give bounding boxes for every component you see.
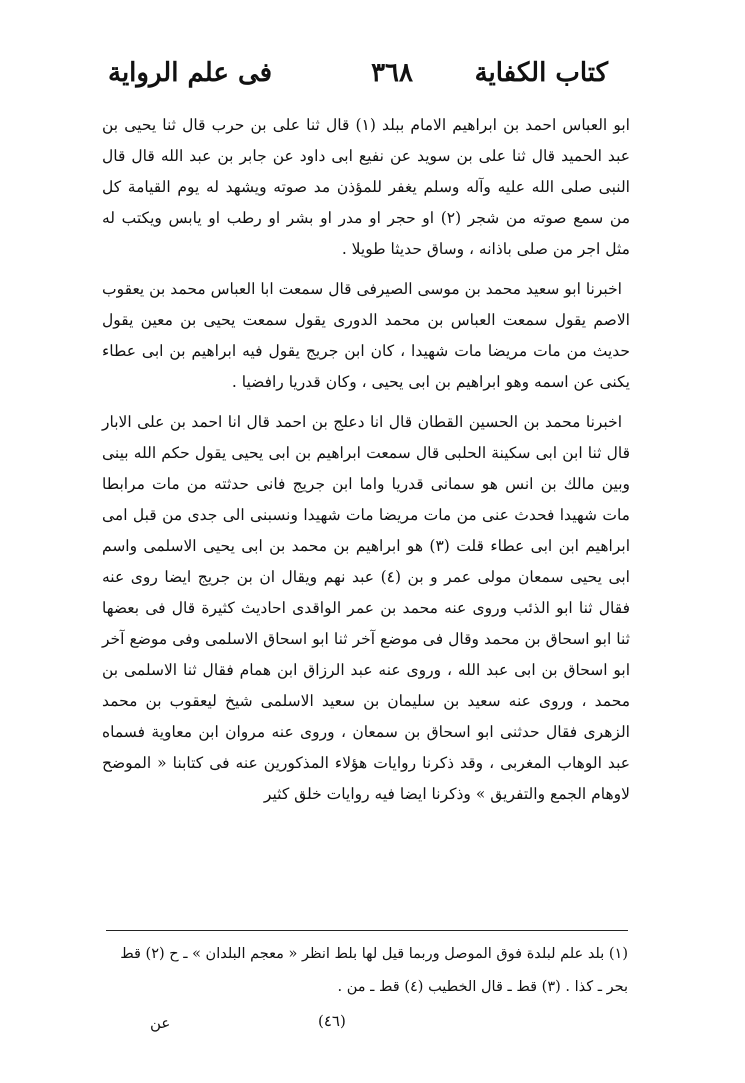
catchword: عن	[150, 1014, 171, 1032]
signature-mark: (٤٦)	[318, 1012, 346, 1030]
running-title: كتاب الكفاية	[474, 58, 608, 88]
section-title: فى علم الرواية	[108, 58, 273, 88]
footnote-line: (١) بلد علم لبلدة فوق الموصل وربما قيل لها بلط انظر « معجم البلدان » ـ ح (٢) قط	[120, 946, 628, 962]
paragraph: اخبرنا محمد بن الحسين القطان قال انا دعلج بن احمد قال انا احمد بن على الابار قال ثنا ابن ابى سكينة الحلبى قال سمعت ابراهيم بن ابى يحيى يقول حكم الله بينى وبين مالك بن انس هو سمانى قدريا واما ابن جريج فانى حدثته من مات مرابطا مات شهيدا فحدث عنى من مات مريضا مات شهيدا ونسبنى الى جدى من قبل امى ابراهيم ابن ابى عطاء قلت (٣) هو ابراهيم بن محمد بن ابى يحيى الاسلمى واسم ابى يحيى سمعان مولى عمر و بن (٤) عبد نهم ويقال ان بن جريج ايضا روى عنه فقال ثنا ابو الذئب وروى عنه محمد بن عمر الواقدى احاديث كثيرة قال فى بعضها ثنا ابو اسحاق بن محمد وقال فى موضع آخر ثنا ابو اسحاق الاسلمى وفى موضع آخر ابو اسحاق بن ابى عبد الله ، وروى عنه عبد الرزاق ابن همام فقال ثنا الاسلمى بن محمد ، وروى عنه سعيد بن سليمان بن سعيد الاسلمى شيخ ليعقوب بن محمد الزهرى فقال حدثنى ابو اسحاق بن سمعان ، وروى عنه مروان ابن معاوية فسماه عبد الوهاب المغربى ، وقد ذكرنا روايات هؤلاء المذكورين عنه فى كتابنا « الموضح لاوهام الجمع والتفريق » وذكرنا ايضا فيه روايات خلق كثير	[102, 413, 630, 803]
main-text	[102, 110, 630, 819]
footnote-line: بحر ـ كذا . (٣) قط ـ قال الخطيب (٤) قط ـ من .	[337, 979, 628, 995]
paragraph: اخبرنا ابو سعيد محمد بن موسى الصيرفى قال سمعت ابا العباس محمد بن يعقوب الاصم يقول سمعت العباس بن محمد الدورى يقول سمعت يحيى بن معين يقول حديث من مات مريضا مات شهيدا ، كان ابن جريج يقول فيه ابراهيم بن ابى عطاء يكنى عن اسمه وهو ابراهيم بن ابى يحيى ، وكان قدريا رافضيا .	[102, 280, 630, 391]
paragraph: ابو العباس احمد بن ابراهيم الامام ببلد (١) قال ثنا على بن حرب قال ثنا يحيى بن عبد الحميد قال ثنا على بن سويد عن نفيع ابى داود عن جابر بن عبد الله قال قال النبى صلى الله عليه وآله وسلم يغفر للمؤذن مد صوته ويشهد له يوم القيامة كل من سمع صوته من شجر (٢) او حجر او مدر او بشر او رطب او يابس ويكتب له مثل اجر من صلى باذانه ، وساق حديثا طويلا .	[102, 116, 631, 258]
page-number: ٣٦٨	[371, 58, 413, 88]
footnotes	[106, 938, 628, 1004]
footnote-divider	[106, 930, 628, 931]
page-header	[108, 58, 608, 98]
